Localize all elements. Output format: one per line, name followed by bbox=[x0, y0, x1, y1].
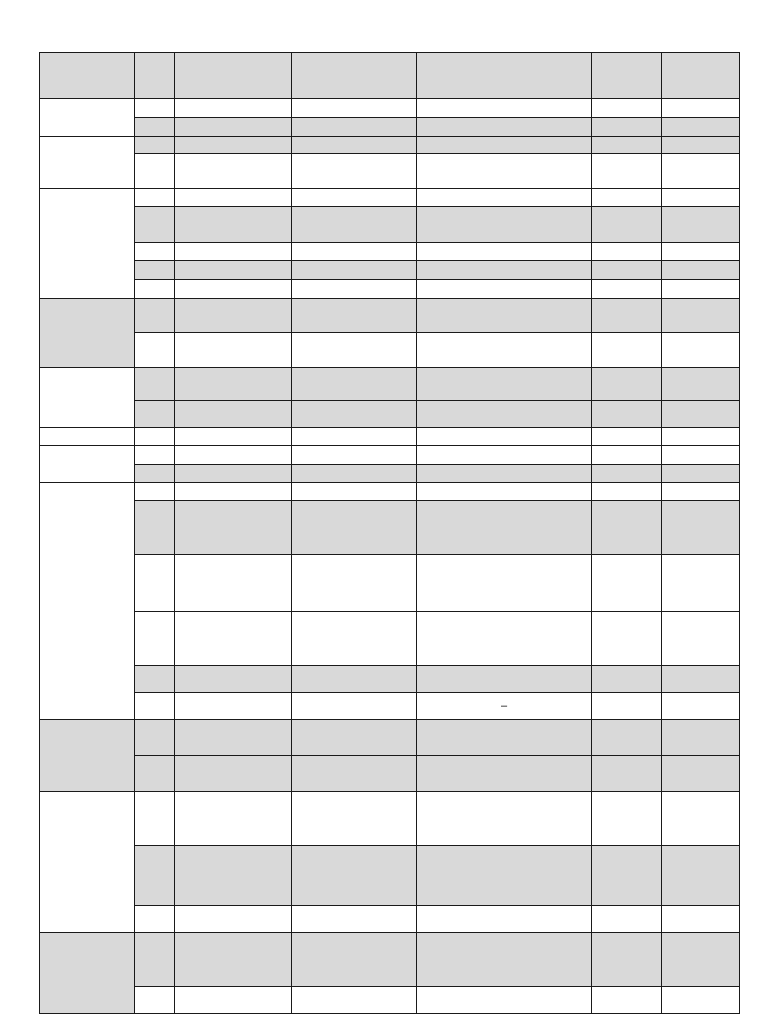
group-label-cell bbox=[40, 299, 135, 368]
table-cell bbox=[662, 693, 740, 720]
table-row bbox=[40, 428, 740, 446]
table-row bbox=[40, 368, 740, 401]
table-row bbox=[40, 207, 740, 243]
table-row bbox=[40, 401, 740, 428]
table-cell bbox=[662, 118, 740, 137]
table-row bbox=[40, 720, 740, 756]
table-cell bbox=[417, 612, 592, 666]
group-label-cell bbox=[40, 99, 135, 137]
table-cell bbox=[417, 333, 592, 368]
table-cell bbox=[417, 446, 592, 465]
table-cell bbox=[175, 299, 292, 333]
table-cell bbox=[662, 846, 740, 906]
table-cell bbox=[417, 207, 592, 243]
table-row bbox=[40, 154, 740, 189]
group-label-cell bbox=[40, 720, 135, 792]
group-label-cell bbox=[40, 446, 135, 483]
group-label-cell bbox=[40, 189, 135, 299]
table-cell bbox=[592, 483, 662, 501]
table-cell bbox=[417, 756, 592, 792]
table-cell bbox=[662, 666, 740, 693]
table-cell bbox=[592, 428, 662, 446]
table-cell bbox=[592, 261, 662, 280]
table-cell bbox=[292, 207, 417, 243]
table-cell bbox=[662, 906, 740, 933]
header-cell bbox=[662, 53, 740, 99]
table-cell bbox=[662, 99, 740, 118]
table-cell bbox=[175, 555, 292, 612]
table-cell bbox=[592, 720, 662, 756]
table-cell bbox=[417, 933, 592, 987]
table-row bbox=[40, 693, 740, 720]
table-cell bbox=[175, 720, 292, 756]
table-cell bbox=[592, 933, 662, 987]
table-cell bbox=[135, 720, 175, 756]
table-cell bbox=[175, 987, 292, 1014]
table-cell bbox=[662, 428, 740, 446]
header-cell bbox=[175, 53, 292, 99]
table-cell bbox=[292, 118, 417, 137]
table-row bbox=[40, 501, 740, 555]
table-cell bbox=[175, 906, 292, 933]
table-cell bbox=[175, 207, 292, 243]
table-cell bbox=[417, 483, 592, 501]
table-cell bbox=[592, 693, 662, 720]
table-cell bbox=[417, 906, 592, 933]
table-cell bbox=[592, 137, 662, 154]
table-row bbox=[40, 756, 740, 792]
table-cell bbox=[175, 118, 292, 137]
table-cell bbox=[175, 465, 292, 483]
table-cell bbox=[175, 401, 292, 428]
table-cell bbox=[135, 401, 175, 428]
table-cell bbox=[662, 501, 740, 555]
table-cell bbox=[592, 846, 662, 906]
table-cell bbox=[662, 401, 740, 428]
table-cell bbox=[662, 612, 740, 666]
table-cell bbox=[662, 465, 740, 483]
header-cell bbox=[135, 53, 175, 99]
table-cell bbox=[292, 846, 417, 906]
table-cell bbox=[417, 243, 592, 261]
table-cell bbox=[417, 666, 592, 693]
table-cell bbox=[135, 792, 175, 846]
table-cell bbox=[417, 261, 592, 280]
table-cell bbox=[662, 280, 740, 299]
table-row bbox=[40, 280, 740, 299]
table-cell bbox=[592, 243, 662, 261]
table-cell bbox=[135, 666, 175, 693]
table-cell bbox=[292, 555, 417, 612]
table-cell bbox=[292, 261, 417, 280]
table-cell bbox=[662, 261, 740, 280]
table-cell bbox=[135, 428, 175, 446]
table-cell bbox=[592, 333, 662, 368]
table-cell bbox=[292, 666, 417, 693]
table-row bbox=[40, 555, 740, 612]
table-cell bbox=[135, 137, 175, 154]
table-cell bbox=[292, 446, 417, 465]
header-cell bbox=[592, 53, 662, 99]
table-cell bbox=[292, 483, 417, 501]
table-row bbox=[40, 846, 740, 906]
data-table bbox=[39, 52, 740, 1014]
table-cell bbox=[592, 555, 662, 612]
table-cell bbox=[292, 428, 417, 446]
table-cell bbox=[292, 933, 417, 987]
table-cell bbox=[292, 501, 417, 555]
table-cell bbox=[592, 756, 662, 792]
header-row bbox=[40, 53, 740, 99]
table-row bbox=[40, 792, 740, 846]
table-cell bbox=[135, 693, 175, 720]
table-cell bbox=[417, 428, 592, 446]
table-cell bbox=[175, 756, 292, 792]
table-row bbox=[40, 189, 740, 207]
group-label-cell bbox=[40, 933, 135, 1014]
table-cell bbox=[592, 118, 662, 137]
table-cell bbox=[135, 846, 175, 906]
table-cell bbox=[662, 189, 740, 207]
table-cell bbox=[592, 368, 662, 401]
table-cell bbox=[592, 401, 662, 428]
table-cell bbox=[175, 280, 292, 299]
table-cell bbox=[592, 99, 662, 118]
table-cell bbox=[662, 756, 740, 792]
table-row bbox=[40, 987, 740, 1014]
table-cell bbox=[292, 154, 417, 189]
table-cell bbox=[592, 612, 662, 666]
table-cell bbox=[292, 189, 417, 207]
table-cell bbox=[175, 243, 292, 261]
table-cell bbox=[662, 933, 740, 987]
table-row bbox=[40, 99, 740, 118]
table-cell bbox=[662, 154, 740, 189]
table-cell bbox=[592, 465, 662, 483]
table-cell bbox=[417, 189, 592, 207]
table-cell bbox=[292, 243, 417, 261]
table-cell bbox=[592, 446, 662, 465]
table-cell bbox=[175, 693, 292, 720]
table-row bbox=[40, 299, 740, 333]
table-cell bbox=[292, 756, 417, 792]
table-cell bbox=[175, 666, 292, 693]
table-cell bbox=[175, 137, 292, 154]
table-cell bbox=[417, 368, 592, 401]
table-row bbox=[40, 446, 740, 465]
table-cell bbox=[292, 792, 417, 846]
table-cell bbox=[135, 118, 175, 137]
table-row bbox=[40, 666, 740, 693]
table-cell bbox=[292, 99, 417, 118]
table-cell bbox=[135, 501, 175, 555]
table-cell bbox=[292, 906, 417, 933]
table-cell bbox=[417, 792, 592, 846]
table-cell bbox=[417, 99, 592, 118]
table-row bbox=[40, 261, 740, 280]
table-cell bbox=[175, 333, 292, 368]
table-cell bbox=[662, 333, 740, 368]
table-cell: – bbox=[417, 693, 592, 720]
table-row bbox=[40, 137, 740, 154]
table-cell bbox=[175, 189, 292, 207]
table-cell bbox=[175, 154, 292, 189]
header-cell bbox=[292, 53, 417, 99]
table-cell bbox=[292, 612, 417, 666]
table-cell bbox=[175, 846, 292, 906]
group-label-cell bbox=[40, 792, 135, 933]
table-cell bbox=[135, 299, 175, 333]
table-cell bbox=[292, 368, 417, 401]
table-row bbox=[40, 333, 740, 368]
table-cell bbox=[417, 987, 592, 1014]
table-cell bbox=[175, 368, 292, 401]
table-cell bbox=[662, 299, 740, 333]
table-cell bbox=[292, 720, 417, 756]
table-cell bbox=[592, 906, 662, 933]
table-row bbox=[40, 118, 740, 137]
table-cell bbox=[417, 280, 592, 299]
table-cell bbox=[662, 483, 740, 501]
table-cell bbox=[417, 846, 592, 906]
table-row bbox=[40, 243, 740, 261]
table-cell bbox=[135, 154, 175, 189]
table-cell bbox=[662, 792, 740, 846]
table-cell bbox=[135, 555, 175, 612]
table-cell bbox=[417, 154, 592, 189]
table-cell bbox=[417, 720, 592, 756]
table-cell bbox=[175, 428, 292, 446]
table-cell bbox=[175, 501, 292, 555]
table-cell bbox=[417, 299, 592, 333]
table-cell bbox=[592, 792, 662, 846]
table-cell bbox=[417, 555, 592, 612]
table-cell bbox=[292, 280, 417, 299]
table-cell bbox=[135, 99, 175, 118]
table-cell bbox=[135, 261, 175, 280]
table-cell bbox=[175, 446, 292, 465]
table-cell bbox=[292, 401, 417, 428]
group-label-cell bbox=[40, 137, 135, 189]
group-label-cell bbox=[40, 368, 135, 428]
table-cell bbox=[135, 207, 175, 243]
table-cell bbox=[592, 666, 662, 693]
table-cell bbox=[592, 987, 662, 1014]
table-row bbox=[40, 612, 740, 666]
header-cell bbox=[40, 53, 135, 99]
table-cell bbox=[662, 137, 740, 154]
table-cell bbox=[175, 261, 292, 280]
group-label-cell bbox=[40, 483, 135, 720]
table-cell bbox=[135, 465, 175, 483]
table-cell bbox=[292, 333, 417, 368]
table-cell bbox=[417, 401, 592, 428]
table-cell bbox=[592, 207, 662, 243]
table-cell bbox=[662, 987, 740, 1014]
table-cell bbox=[135, 280, 175, 299]
table-cell bbox=[662, 243, 740, 261]
table-cell bbox=[292, 693, 417, 720]
table-cell bbox=[592, 280, 662, 299]
table-cell bbox=[135, 756, 175, 792]
table-cell bbox=[662, 555, 740, 612]
table-cell bbox=[592, 501, 662, 555]
table-cell bbox=[662, 207, 740, 243]
table-cell bbox=[135, 933, 175, 987]
table-cell bbox=[662, 720, 740, 756]
table-cell bbox=[292, 299, 417, 333]
table-row bbox=[40, 933, 740, 987]
table-cell bbox=[135, 333, 175, 368]
table-cell bbox=[135, 612, 175, 666]
table-cell bbox=[135, 368, 175, 401]
table-cell bbox=[175, 792, 292, 846]
header-cell bbox=[417, 53, 592, 99]
table-cell bbox=[175, 933, 292, 987]
table-cell bbox=[662, 446, 740, 465]
table-cell bbox=[175, 612, 292, 666]
table-cell bbox=[592, 189, 662, 207]
table-cell bbox=[175, 483, 292, 501]
table-cell bbox=[592, 154, 662, 189]
table-cell bbox=[417, 501, 592, 555]
table-cell bbox=[417, 465, 592, 483]
table-cell bbox=[417, 118, 592, 137]
table-cell bbox=[135, 987, 175, 1014]
table-cell bbox=[292, 987, 417, 1014]
table-cell bbox=[292, 137, 417, 154]
table-cell bbox=[662, 368, 740, 401]
table-cell bbox=[592, 299, 662, 333]
table-cell bbox=[292, 465, 417, 483]
table-row bbox=[40, 483, 740, 501]
table-cell bbox=[135, 189, 175, 207]
table-row bbox=[40, 465, 740, 483]
table-cell bbox=[417, 137, 592, 154]
table-cell bbox=[135, 906, 175, 933]
table-cell bbox=[135, 446, 175, 465]
table-cell bbox=[135, 483, 175, 501]
table-row bbox=[40, 906, 740, 933]
table-cell bbox=[135, 243, 175, 261]
table-cell bbox=[175, 99, 292, 118]
group-label-cell bbox=[40, 428, 135, 446]
